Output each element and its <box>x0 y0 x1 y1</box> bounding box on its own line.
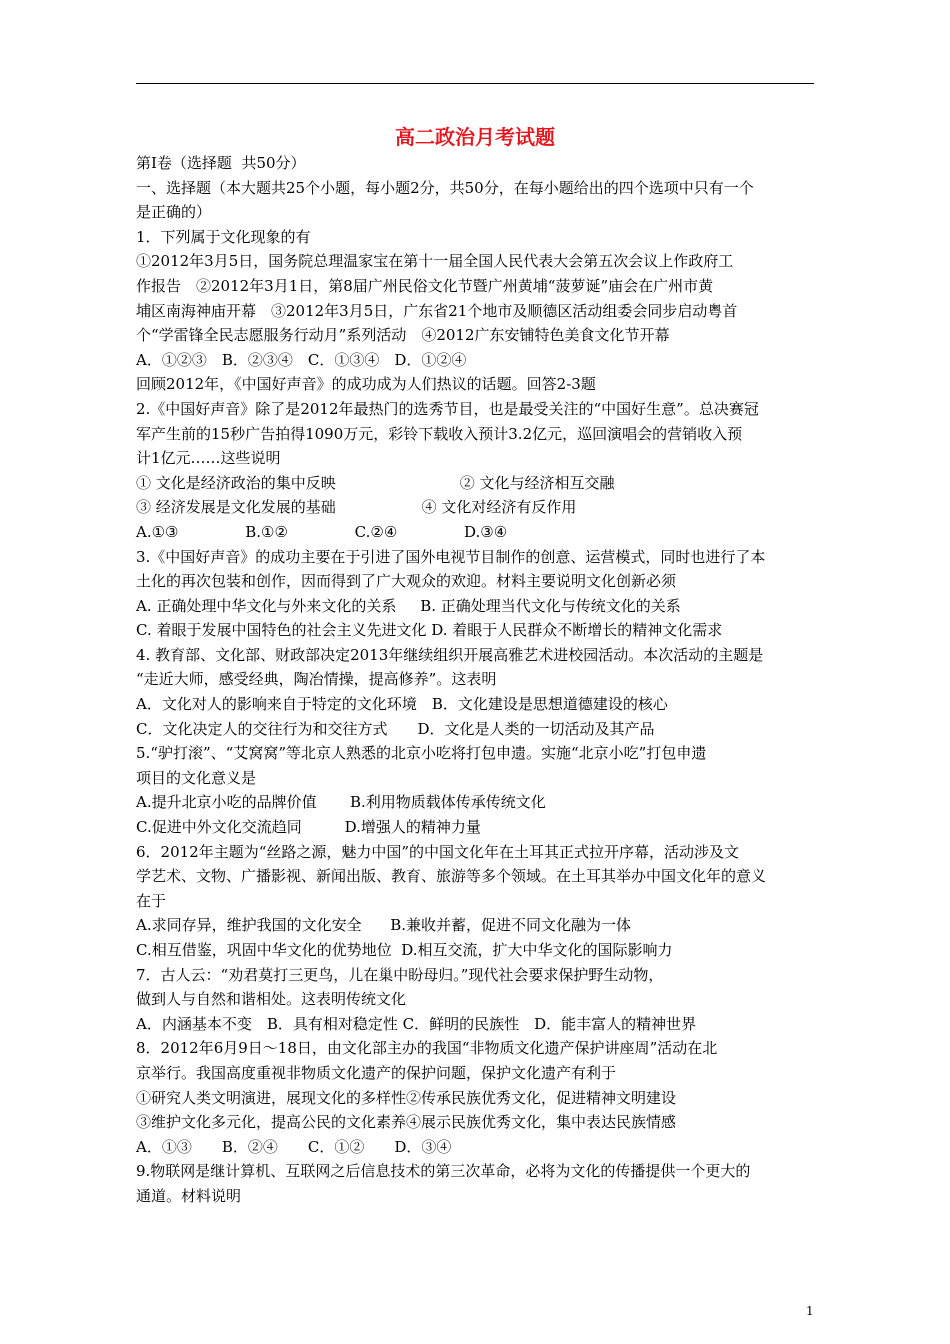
text-line: 学艺术、文物、广播影视、新闻出版、教育、旅游等多个领域。在土耳其举办中国文化年的意义 <box>136 867 767 886</box>
text-line: A.①③ B.①② C.②④ D.③④ <box>136 522 508 541</box>
text-line: 计1亿元……这些说明 <box>136 449 281 468</box>
text-line: ① 文化是经济政治的集中反映 ② 文化与经济相互交融 <box>136 473 615 492</box>
text-line: A.求同存异，维护我国的文化安全 B.兼收并蓄，促进不同文化融为一体 <box>136 916 632 935</box>
text-line: 回顾2012年，《中国好声音》的成功成为人们热议的话题。回答2-3题 <box>136 375 596 394</box>
text-line: C. 着眼于发展中国特色的社会主义先进文化 D. 着眼于人民群众不断增长的精神文化需求 <box>136 621 723 640</box>
text-line: 作报告 ②2012年3月1日，第8届广州民俗文化节暨广州黄埔“菠萝诞”庙会在广州市黄 <box>136 276 714 295</box>
text-line: C．文化决定人的交往行为和交往方式 D．文化是人类的一切活动及其产品 <box>136 719 655 738</box>
text-line: 埔区南海神庙开幕 ③2012年3月5日，广东省21个地市及顺德区活动组委会同步启动粤首 <box>136 301 738 320</box>
text-line: 第Ⅰ卷（选择题 共50分） <box>136 154 306 172</box>
text-line: 是正确的） <box>136 203 212 222</box>
text-line: 6．2012年主题为“丝路之源，魅力中国”的中国文化年在土耳其正式拉开序幕，活动涉及文 <box>136 842 740 861</box>
text-line: 3.《中国好声音》的成功主要在于引进了国外电视节目制作的创意、运营模式，同时也进行了本 <box>136 547 766 566</box>
text-line: 4. 教育部、文化部、财政部决定2013年继续组织开展高雅艺术进校园活动。本次活动的主题是 <box>136 645 764 664</box>
text-line: ①研究人类文明演进，展现文化的多样性②传承民族优秀文化，促进精神文明建设 <box>136 1088 677 1107</box>
text-line: 在于 <box>136 891 167 910</box>
text-line: C.促进中外文化交流趋同 D.增强人的精神力量 <box>136 818 481 837</box>
text-line: 项目的文化意义是 <box>136 768 257 787</box>
text-line: 京举行。我国高度重视非物质文化遗产的保护问题，保护文化遗产有利于 <box>136 1063 617 1082</box>
text-line: 通道。材料说明 <box>136 1186 242 1205</box>
page-number: 1 <box>806 1304 814 1318</box>
text-line: 1．下列属于文化现象的有 <box>136 227 311 246</box>
text-line: A．①③ B．②④ C．①② D．③④ <box>136 1137 452 1156</box>
text-line: 9.物联网是继计算机、互联网之后信息技术的第三次革命，必将为文化的传播提供一个更大的 <box>136 1162 751 1181</box>
text-line: ③ 经济发展是文化发展的基础 ④ 文化对经济有反作用 <box>136 498 577 517</box>
page-title: 高二政治月考试题 <box>395 125 555 149</box>
text-line: A．内涵基本不变 B．具有相对稳定性 C．鲜明的民族性 D．能丰富人的精神世界 <box>136 1014 697 1033</box>
text-line: ③维护文化多元化，提高公民的文化素养④展示民族优秀文化，集中表达民族情感 <box>136 1113 677 1132</box>
text-line: 一、选择题（本大题共25个小题，每小题2分，共50分，在每小题给出的四个选项中只有一个 <box>136 178 754 197</box>
text-line: ①2012年3月5日，国务院总理温家宝在第十一届全国人民代表大会第五次会议上作政府工 <box>136 252 734 271</box>
text-line: C.相互借鉴，巩固中华文化的优势地位 D.相互交流，扩大中华文化的国际影响力 <box>136 941 673 959</box>
text-line: “走近大师，感受经典，陶冶情操，提高修养”。这表明 <box>136 670 497 689</box>
text-line: 8．2012年6月9日～18日，由文化部主办的我国“非物质文化遗产保护讲座周”活动在北 <box>136 1039 718 1058</box>
header-rule <box>136 83 814 84</box>
text-line: 个“学雷锋全民志愿服务行动月”系列活动 ④2012广东安铺特色美食文化节开幕 <box>136 326 670 345</box>
text-line: 军产生前的15秒广告拍得1090万元，彩铃下载收入预计3.2亿元，巡回演唱会的营销收入预 <box>136 424 743 443</box>
document-body <box>136 151 816 1209</box>
text-line: A. 正确处理中华文化与外来文化的关系 B. 正确处理当代文化与传统文化的关系 <box>136 596 681 615</box>
text-line: 7．古人云：“劝君莫打三更鸟，儿在巢中盼母归。”现代社会要求保护野生动物， <box>136 965 664 984</box>
text-line: 2.《中国好声音》除了是2012年最热门的选秀节目，也是最受关注的“中国好生意”。总决赛冠 <box>136 399 759 418</box>
text-line: A．文化对人的影响来自于特定的文化环境 B．文化建设是思想道德建设的核心 <box>136 695 668 714</box>
text-line: 5.“驴打滚”、“艾窝窝”等北京人熟悉的北京小吃将打包申遗。实施“北京小吃”打包申遗 <box>136 744 707 763</box>
text-line: 做到人与自然和谐相处。这表明传统文化 <box>136 990 407 1009</box>
text-line: A.提升北京小吃的品牌价值 B.利用物质载体传承传统文化 <box>136 793 546 812</box>
text-line: A．①②③ B．②③④ C．①③④ D．①②④ <box>136 350 467 369</box>
text-line: 土化的再次包装和创作，因而得到了广大观众的欢迎。材料主要说明文化创新必须 <box>136 572 677 591</box>
